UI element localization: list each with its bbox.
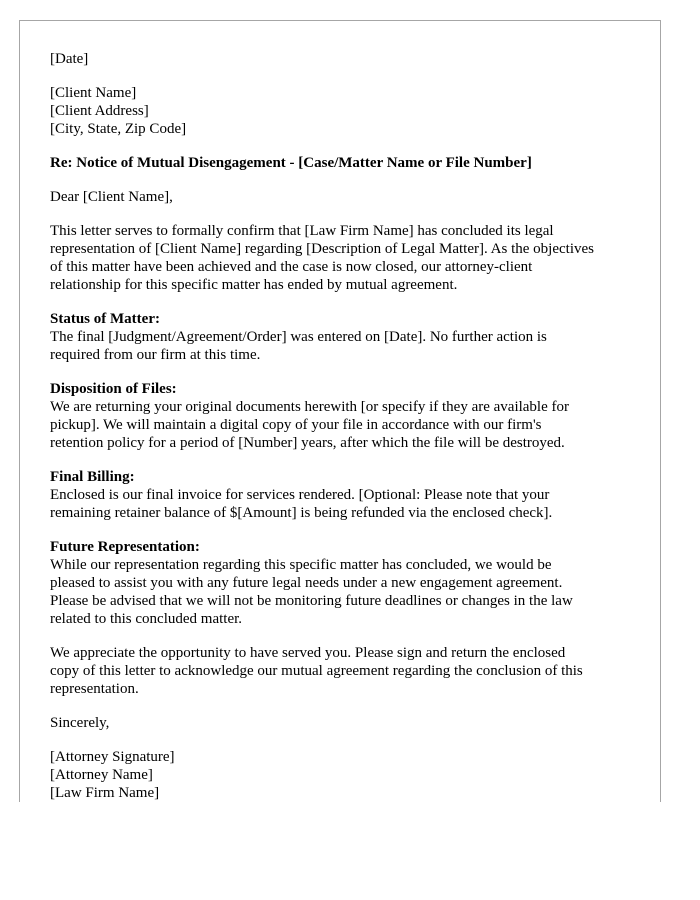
letter-date: [Date]	[50, 51, 89, 67]
section-line: related to this concluded matter.	[50, 611, 243, 627]
salutation-block	[50, 188, 645, 206]
section-line: required from our firm at this time.	[50, 347, 261, 363]
recipient-name: [Client Name]	[50, 85, 137, 101]
section-heading: Final Billing:	[50, 469, 135, 485]
subject-text: Re: Notice of Mutual Disengagement - [Case/Matter Name or File Number]	[50, 155, 532, 171]
intro-line: This letter serves to formally confirm that [Law Firm Name] has concluded its legal	[50, 223, 554, 239]
attorney-name: [Attorney Name]	[50, 767, 153, 783]
section-line: retention policy for a period of [Number] years, after which the file will be destroyed.	[50, 435, 565, 451]
recipient-address: [Client Address]	[50, 103, 149, 119]
section-final-billing	[50, 468, 645, 522]
closing-line: copy of this letter to acknowledge our mutual agreement regarding the conclusion of this	[50, 663, 583, 679]
intro-paragraph	[50, 222, 645, 294]
salutation: Dear [Client Name],	[50, 189, 173, 205]
section-line: We are returning your original documents herewith [or specify if they are available for	[50, 399, 570, 415]
intro-line: of this matter have been achieved and the case is now closed, our attorney-client	[50, 259, 533, 275]
letter-body	[50, 50, 645, 802]
section-line: Please be advised that we will not be monitoring future deadlines or changes in the law	[50, 593, 573, 609]
section-heading: Future Representation:	[50, 539, 200, 555]
section-line: Enclosed is our final invoice for services rendered. [Optional: Please note that your	[50, 487, 550, 503]
intro-line: representation of [Client Name] regarding [Description of Legal Matter]. As the objectives	[50, 241, 594, 257]
section-line: While our representation regarding this specific matter has concluded, we would be	[50, 557, 552, 573]
section-line: The final [Judgment/Agreement/Order] was entered on [Date]. No further action is	[50, 329, 547, 345]
letter-page	[19, 20, 661, 802]
section-future-representation	[50, 538, 645, 628]
section-line: remaining retainer balance of $[Amount] is being refunded via the enclosed check].	[50, 505, 553, 521]
intro-line: relationship for this specific matter has ended by mutual agreement.	[50, 277, 458, 293]
date-block	[50, 50, 645, 68]
section-status-of-matter	[50, 310, 645, 364]
section-heading: Disposition of Files:	[50, 381, 177, 397]
section-heading: Status of Matter:	[50, 311, 160, 327]
section-line: pickup]. We will maintain a digital copy of your file in accordance with our firm's	[50, 417, 542, 433]
valediction-block	[50, 714, 645, 732]
recipient-address-block	[50, 84, 645, 138]
attorney-signature: [Attorney Signature]	[50, 749, 175, 765]
subject-line	[50, 154, 645, 172]
closing-line: We appreciate the opportunity to have served you. Please sign and return the enclosed	[50, 645, 566, 661]
recipient-city-state-zip: [City, State, Zip Code]	[50, 121, 187, 137]
closing-line: representation.	[50, 681, 139, 697]
law-firm-name: [Law Firm Name]	[50, 785, 160, 801]
closing-paragraph	[50, 644, 645, 698]
valediction: Sincerely,	[50, 715, 110, 731]
section-line: pleased to assist you with any future legal needs under a new engagement agreement.	[50, 575, 563, 591]
section-disposition-of-files	[50, 380, 645, 452]
signature-block	[50, 748, 645, 802]
